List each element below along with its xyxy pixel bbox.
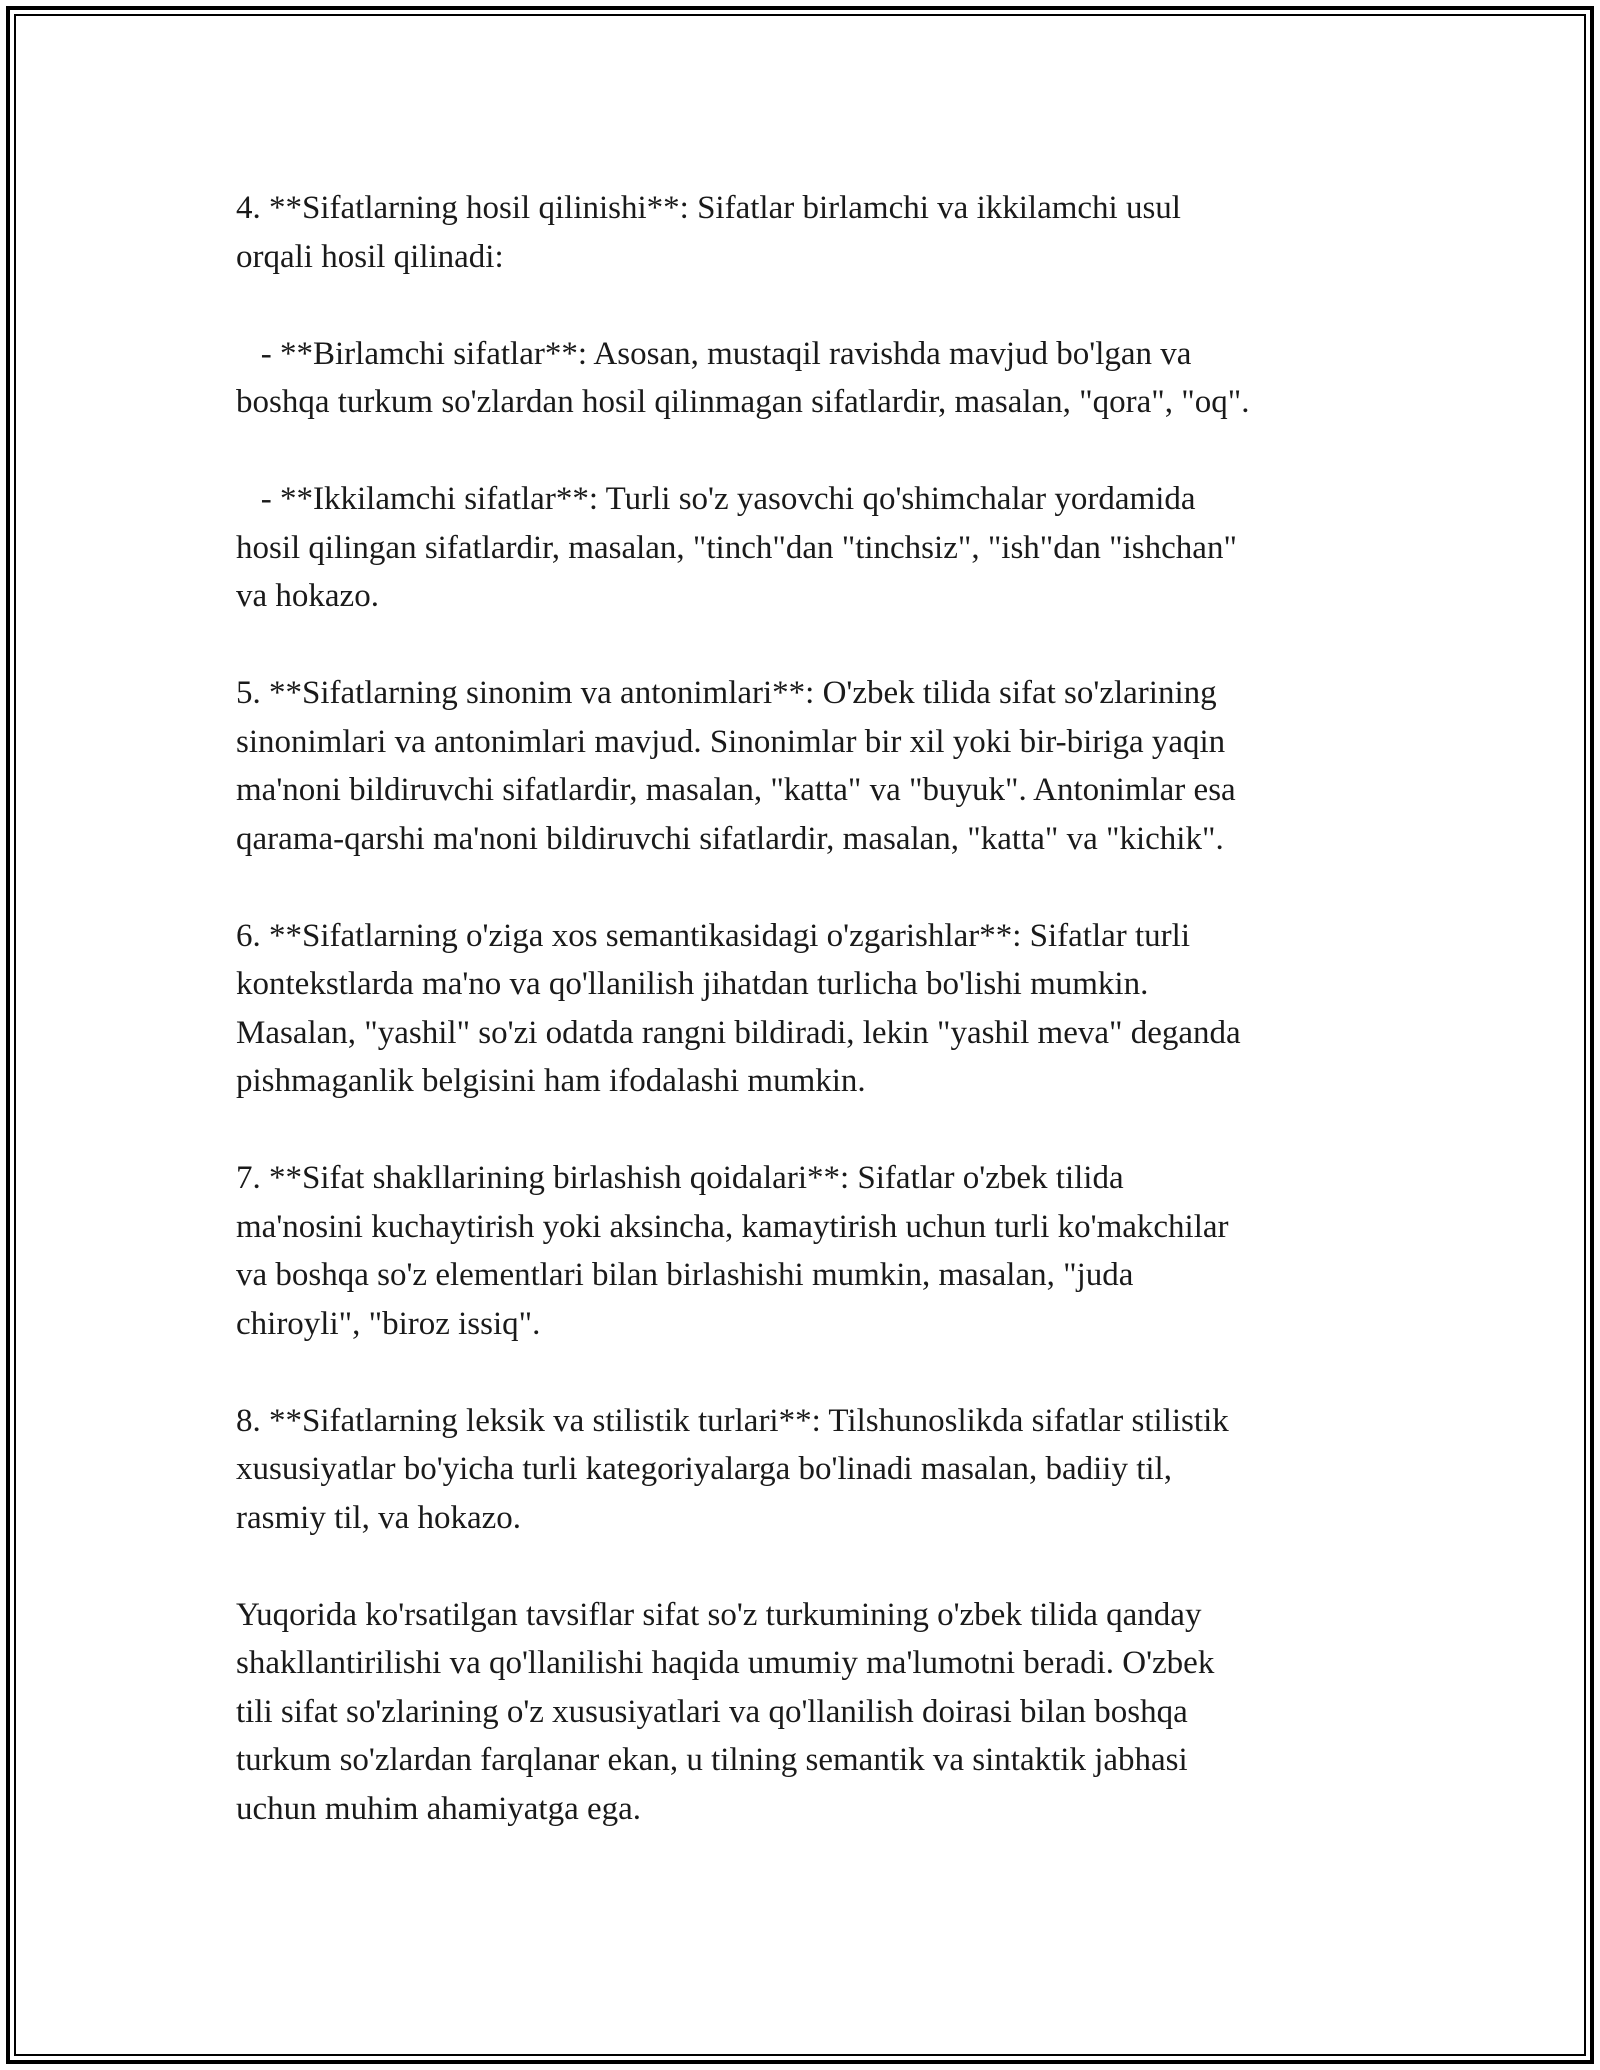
- paragraph-conclusion: Yuqorida ko'rsatilgan tavsiflar sifat so'z turkumining o'zbek tilida qanday shakllantirilishi va qo'llanilishi haqida umumiy ma'lumotni beradi. O'zbek tili sifat so'zlarining o'z xususiyatlari va qo'llanilish doirasi bilan boshqa turkum so'zlardan farqlanar ekan, u tilning semantik va sintaktik jabhasi uchun muhim ahamiyatga ega.: [236, 1596, 1215, 1827]
- paragraph-birlamchi-sifatlar: - **Birlamchi sifatlar**: Asosan, mustaqil ravishda mavjud bo'lgan va boshqa turkum so'zlardan hosil qilinmagan sifatlardir, masalan, "qora", "oq".: [236, 335, 1250, 420]
- paragraph-item-4: 4. **Sifatlarning hosil qilinishi**: Sifatlar birlamchi va ikkilamchi usul orqali hosil qilinadi:: [236, 190, 1181, 275]
- paragraph-item-7: 7. **Sifat shakllarining birlashish qoidalari**: Sifatlar o'zbek tilida ma'nosini kuchaytirish yoki aksincha, kamaytirish uchun turli ko'makchilar va boshqa so'z elementlari bilan birlashishi mumkin, masalan, "juda chiroyli", "biroz issiq".: [236, 1160, 1229, 1342]
- paragraph-item-8: 8. **Sifatlarning leksik va stilistik turlari**: Tilshunoslikda sifatlar stilistik xususiyatlar bo'yicha turli kategoriyalarga bo'linadi masalan, badiiy til, rasmiy til, va hokazo.: [236, 1402, 1229, 1536]
- paragraph-item-6: 6. **Sifatlarning o'ziga xos semantikasidagi o'zgarishlar**: Sifatlar turli kontekstlarda ma'no va qo'llanilish jihatdan turlicha bo'lishi mumkin. Masalan, "yashil" so'zi odatda rangni bildiradi, lekin "yashil meva" deganda pishmaganlik belgisini ham ifodalashi mumkin.: [236, 917, 1241, 1099]
- paragraph-item-5: 5. **Sifatlarning sinonim va antonimlari**: O'zbek tilida sifat so'zlarining sinonimlari va antonimlari mavjud. Sinonimlar bir xil yoki bir-biriga yaqin ma'noni bildiruvchi sifatlardir, masalan, "katta" va "buyuk". Antonimlar esa qarama-qarshi ma'noni bildiruvchi sifatlardir, masalan, "katta" va "kichik".: [236, 675, 1236, 857]
- document-body: [236, 184, 1386, 1833]
- paragraph-ikkilamchi-sifatlar: - **Ikkilamchi sifatlar**: Turli so'z yasovchi qo'shimchalar yordamida hosil qilingan sifatlardir, masalan, "tinch"dan "tinchsiz", "ish"dan "ishchan" va hokazo.: [236, 481, 1237, 614]
